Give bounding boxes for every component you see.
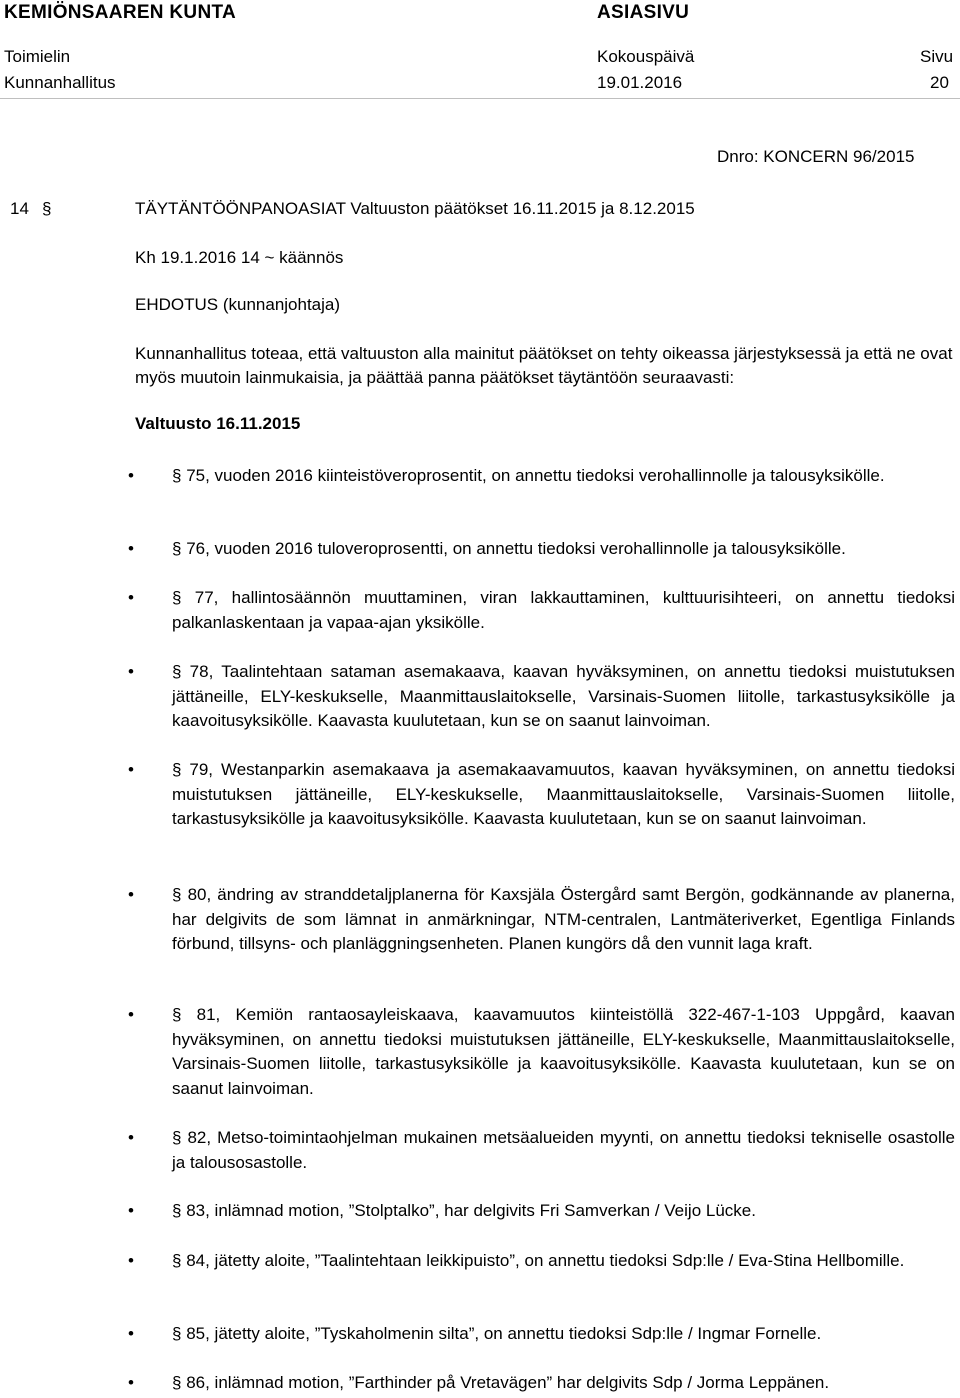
org-name: KEMIÖNSAAREN KUNTA [4, 2, 236, 23]
dnro: Dnro: KONCERN 96/2015 [717, 147, 915, 166]
bullet-icon: • [128, 1005, 134, 1024]
list-item [110, 1322, 955, 1347]
bullet-icon: • [128, 1324, 134, 1343]
item-text: 78, Taalintehtaan sataman asemakaava, kaavan hyväksyminen, on annettu tiedoksi muistutuksen jättäneille, ELY-keskukselle, Maanmittauslaitokselle, Varsinais-Suomen liitolle, tarkastusyksikölle ja kaavoitusyksikölle. Kaavasta kuulutetaan, kun se on saanut lainvoiman. [172, 662, 955, 730]
page-number: 20 [930, 73, 949, 92]
section-title: TÄYTÄNTÖÖNPANOASIAT Valtuuston päätökset 16.11.2015 ja 8.12.2015 [135, 199, 695, 218]
meeting-reference: Kh 19.1.2016 14 ~ käännös [135, 248, 344, 267]
date-value: 19.01.2016 [597, 73, 683, 92]
bullet-icon: • [128, 760, 134, 779]
section-sign: § [172, 539, 187, 558]
item-text: 82, Metso-toimintaohjelman mukainen metsäalueiden myynti, on annettu tiedoksi tekniselle osastolle ja talousosastolle. [172, 1128, 955, 1172]
item-text: 86, inlämnad motion, ”Farthinder på Vretavägen” har delgivits Sdp / Jorma Leppänen. [186, 1373, 830, 1392]
section-sign: § [172, 1128, 188, 1147]
item-text: 84, jätetty aloite, ”Taalintehtaan leikkipuisto”, on annettu tiedoksi Sdp:lle / Eva-Stina Hellbomille. [186, 1251, 905, 1270]
label-organ: Toimielin [4, 47, 71, 66]
council-heading: Valtuusto 16.11.2015 [135, 414, 301, 433]
list-item [110, 586, 955, 635]
list-item [110, 758, 955, 832]
item-text: 83, inlämnad motion, ”Stolptalko”, har delgivits Fri Samverkan / Veijo Lücke. [186, 1201, 756, 1220]
item-text: 77, hallintosäännön muuttaminen, viran lakkauttaminen, kulttuurisihteeri, on annettu tiedoksi palkanlaskentaan ja vapaa-ajan yksikölle. [172, 588, 955, 632]
item-text: 85, jätetty aloite, ”Tyskaholmenin silta”, on annettu tiedoksi Sdp:lle / Ingmar Fornelle. [186, 1324, 822, 1343]
list-item [110, 464, 955, 489]
proposal-heading: EHDOTUS (kunnanjohtaja) [135, 295, 341, 314]
item-text: 76, vuoden 2016 tuloveroprosentti, on annettu tiedoksi verohallinnolle ja talousyksikölle. [186, 539, 846, 558]
list-item [110, 883, 955, 957]
list-item [110, 537, 955, 562]
section-sign: § [172, 1005, 197, 1024]
list-item [110, 1126, 955, 1175]
section-sign: § [172, 1373, 187, 1392]
section-sign: § [172, 1324, 187, 1343]
bullet-icon: • [128, 1201, 134, 1220]
section-sign: § [172, 662, 190, 681]
item-text: 79, Westanparkin asemakaava ja asemakaavamuutos, kaavan hyväksyminen, on annettu tiedoksi muistutuksen jättäneille, ELY-keskukselle, Maanmittauslaitokselle, Varsinais-Suomen liitolle, tarkastusyksikölle ja kaavoitusyksikölle. Kaavasta kuulutetaan, kun se on saanut lainvoiman. [172, 760, 955, 828]
section-sign: § [172, 760, 190, 779]
bullet-icon: • [128, 1251, 134, 1270]
section-sign: § [172, 466, 187, 485]
bullet-icon: • [128, 1373, 134, 1392]
header-divider [0, 98, 960, 99]
bullet-icon: • [128, 662, 134, 681]
label-date: Kokouspäivä [597, 47, 695, 66]
section-sign: § [172, 885, 188, 904]
list-item [110, 660, 955, 734]
list-item [110, 1003, 955, 1101]
list-item [110, 1371, 955, 1396]
section-sign: § [172, 1251, 187, 1270]
proposal-text: Kunnanhallitus toteaa, että valtuuston alla mainitut päätökset on tehty oikeassa järjestyksessä ja että ne ovat myös muutoin lainmukaisia, ja päättää panna päätökset täytäntöön seuraavasti: [135, 344, 953, 387]
list-item [110, 1249, 955, 1274]
organ-value: Kunnanhallitus [4, 73, 116, 92]
section-sign: § [172, 1201, 187, 1220]
item-text: 80, ändring av stranddetaljplanerna för Kaxsjäla Östergård samt Bergön, godkännande av planerna, har delgivits de som lämnat in anmärkningar, NTM-centralen, Lantmäteriverket, Egentliga Finlands förbund, tillsyns- och planläggningsenheten. Planen kungörs då den vunnit laga kraft. [172, 885, 955, 953]
bullet-icon: • [128, 588, 134, 607]
section-sign: § [172, 588, 195, 607]
section-sign: § [42, 199, 52, 218]
list-item [110, 1199, 955, 1224]
doc-type: ASIASIVU [597, 2, 690, 23]
bullet-icon: • [128, 539, 134, 558]
bullet-icon: • [128, 1128, 134, 1147]
bullet-icon: • [128, 466, 134, 485]
bullet-icon: • [128, 885, 134, 904]
label-page: Sivu [920, 47, 954, 66]
item-text: 81, Kemiön rantaosayleiskaava, kaavamuutos kiinteistöllä 322-467-1-103 Uppgård, kaavan hyväksyminen, on annettu tiedoksi muistutuksen jättäneille, ELY-keskukselle, Maanmittauslaitokselle, Varsinais-Suomen liitolle, tarkastusyksikölle ja kaavoitusyksikölle. Kaavasta kuulutetaan, kun se on saanut lainvoiman. [172, 1005, 955, 1098]
item-text: 75, vuoden 2016 kiinteistöveroprosentit, on annettu tiedoksi verohallinnolle ja talousyksikölle. [186, 466, 885, 485]
section-number: 14 [10, 199, 29, 218]
